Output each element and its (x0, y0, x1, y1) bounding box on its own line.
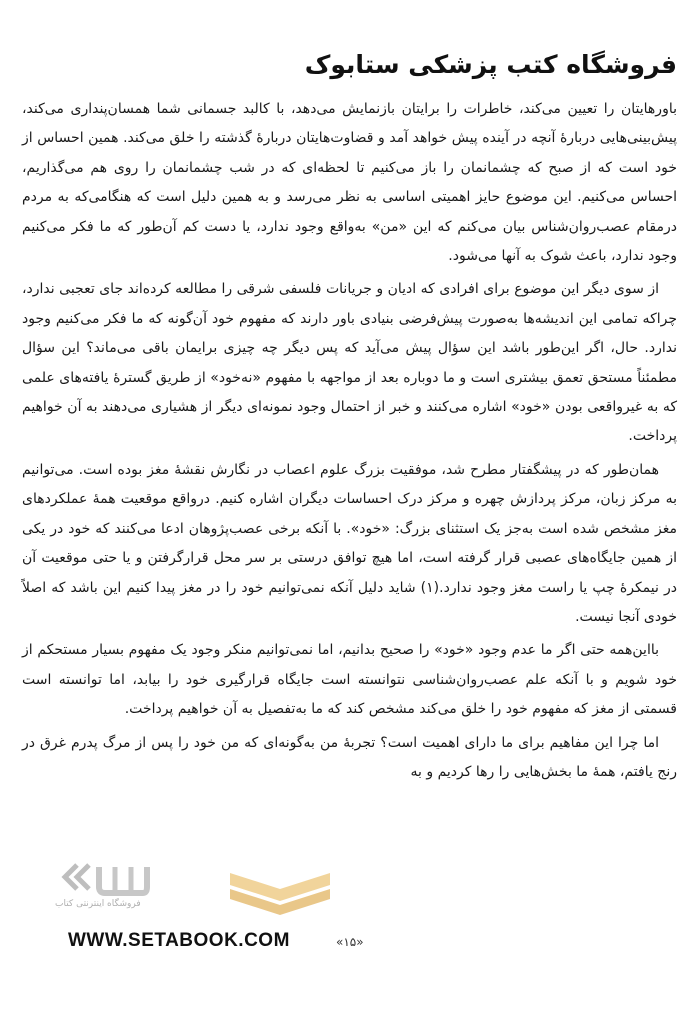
paragraph: همان‌طور که در پیشگفتار مطرح شد، موفقیت بزرگ علوم اعصاب در نگارش نقشهٔ مغز بوده است. می‌توانیم به مرکز زبان، مرکز پردازش چهره و مرکز درک احساسات دیگران اشاره کنیم. درواقع موقعیت همهٔ عملکردهای مغز مشخص شده است به‌جز یک استثنای بزرگ: «خود». با آنکه برخی عصب‌پژوهان ادعا می‌کنند که خود در یکی از همین جایگاه‌های عصبی قرار گرفته است، اما هیچ توافق درستی بر سر محل قرارگرفتن و یا حتی موقعیت آن در نیمکرهٔ چپ یا راست مغز وجود ندارد.(۱) شاید دلیل آنکه نمی‌توانیم خود را در مغز پیدا کنیم این باشد که اصلاً خودی آنجا نیست. (22, 461, 677, 625)
paragraph: بااین‌همه حتی اگر ما عدم وجود «خود» را صحیح بدانیم، اما نمی‌توانیم منکر وجود یک مفهوم بسیار مستحکم از خود شویم و با آنکه علم عصب‌روان‌شناسی نتوانسته است جایگاه قرارگیری خود را بیابد، اما توانسته است قسمتی از مغز که مفهوم خود را خلق می‌کند مشخص کند که ما به‌تفصیل به آن خواهیم پرداخت. (22, 642, 677, 718)
paragraph: باورهایتان را تعیین می‌کند، خاطرات را برایتان بازنمایش می‌دهد، با کالبد جسمانی شما همسان‌پنداری می‌کند، پیش‌بینی‌هایی دربارهٔ آنچه در آینده پیش خواهد آمد و قضاوت‌هایتان دربارهٔ گذشته را خلق می‌کند. همین احساس از خود است که از صبح که چشمانمان را باز می‌کنیم تا لحظه‌ای که در شب چشمانمان را روی هم می‌گذاریم، احساس می‌کنیم. این موضوع حایز اهمیتی اساسی به نظر می‌رسد و به همین دلیل است که هنگامی‌که به مردم درمقام عصب‌روان‌شناس بیان می‌کنم که این «من» به‌واقع وجود ندارد، یا دست کم آن‌طور که ما فکر می‌کنیم وجود ندارد، باعث شوک به آنها می‌شود. (22, 101, 677, 265)
website-url: WWW.SETABOOK.COM (68, 930, 290, 951)
watermark (55, 853, 345, 923)
paragraph: از سوی دیگر این موضوع برای افرادی که ادیان و جریانات فلسفی شرقی را مطالعه کرده‌اند جای تعجبی ندارد، چراکه تمامی این اندیشه‌ها به‌صورت پیش‌فرضی بنیادی باور دارند که مفهوم خود آن‌گونه که ما فکر می‌کنیم وجود ندارد. حال، اگر این‌طور باشد این سؤال پیش می‌آید که پس دیگر چه چیزی برایمان باقی می‌ماند؟ این سؤال مطمئناً مستحق تعمق بیشتری است و ما دوباره بعد از مواجهه با مفهوم «نه‌خود» از طریق گسترهٔ یافته‌های علمی که به غیرواقعی بودن «خود» اشاره می‌کنند و خبر از احتمال وجود نمونه‌ای دیگر از هشیاری می‌دهند به آن خواهیم پرداخت. (22, 281, 677, 445)
body-text (22, 95, 677, 791)
page-number: «۱۵» (336, 935, 364, 949)
paragraph: اما چرا این مفاهیم برای ما دارای اهمیت است؟ تجربهٔ من به‌گونه‌ای که من خود را پس از مرگ پدرم غرق در رنج یافتم، همهٔ ما بخش‌هایی را رها کردیم و به (22, 734, 677, 780)
setabook-logo-icon (55, 853, 150, 913)
book-icon (220, 859, 340, 919)
page-title: فروشگاه کتب پزشکی ستابوک (304, 50, 677, 79)
watermark-text: فروشگاه اینترنتی کتاب (55, 899, 141, 909)
